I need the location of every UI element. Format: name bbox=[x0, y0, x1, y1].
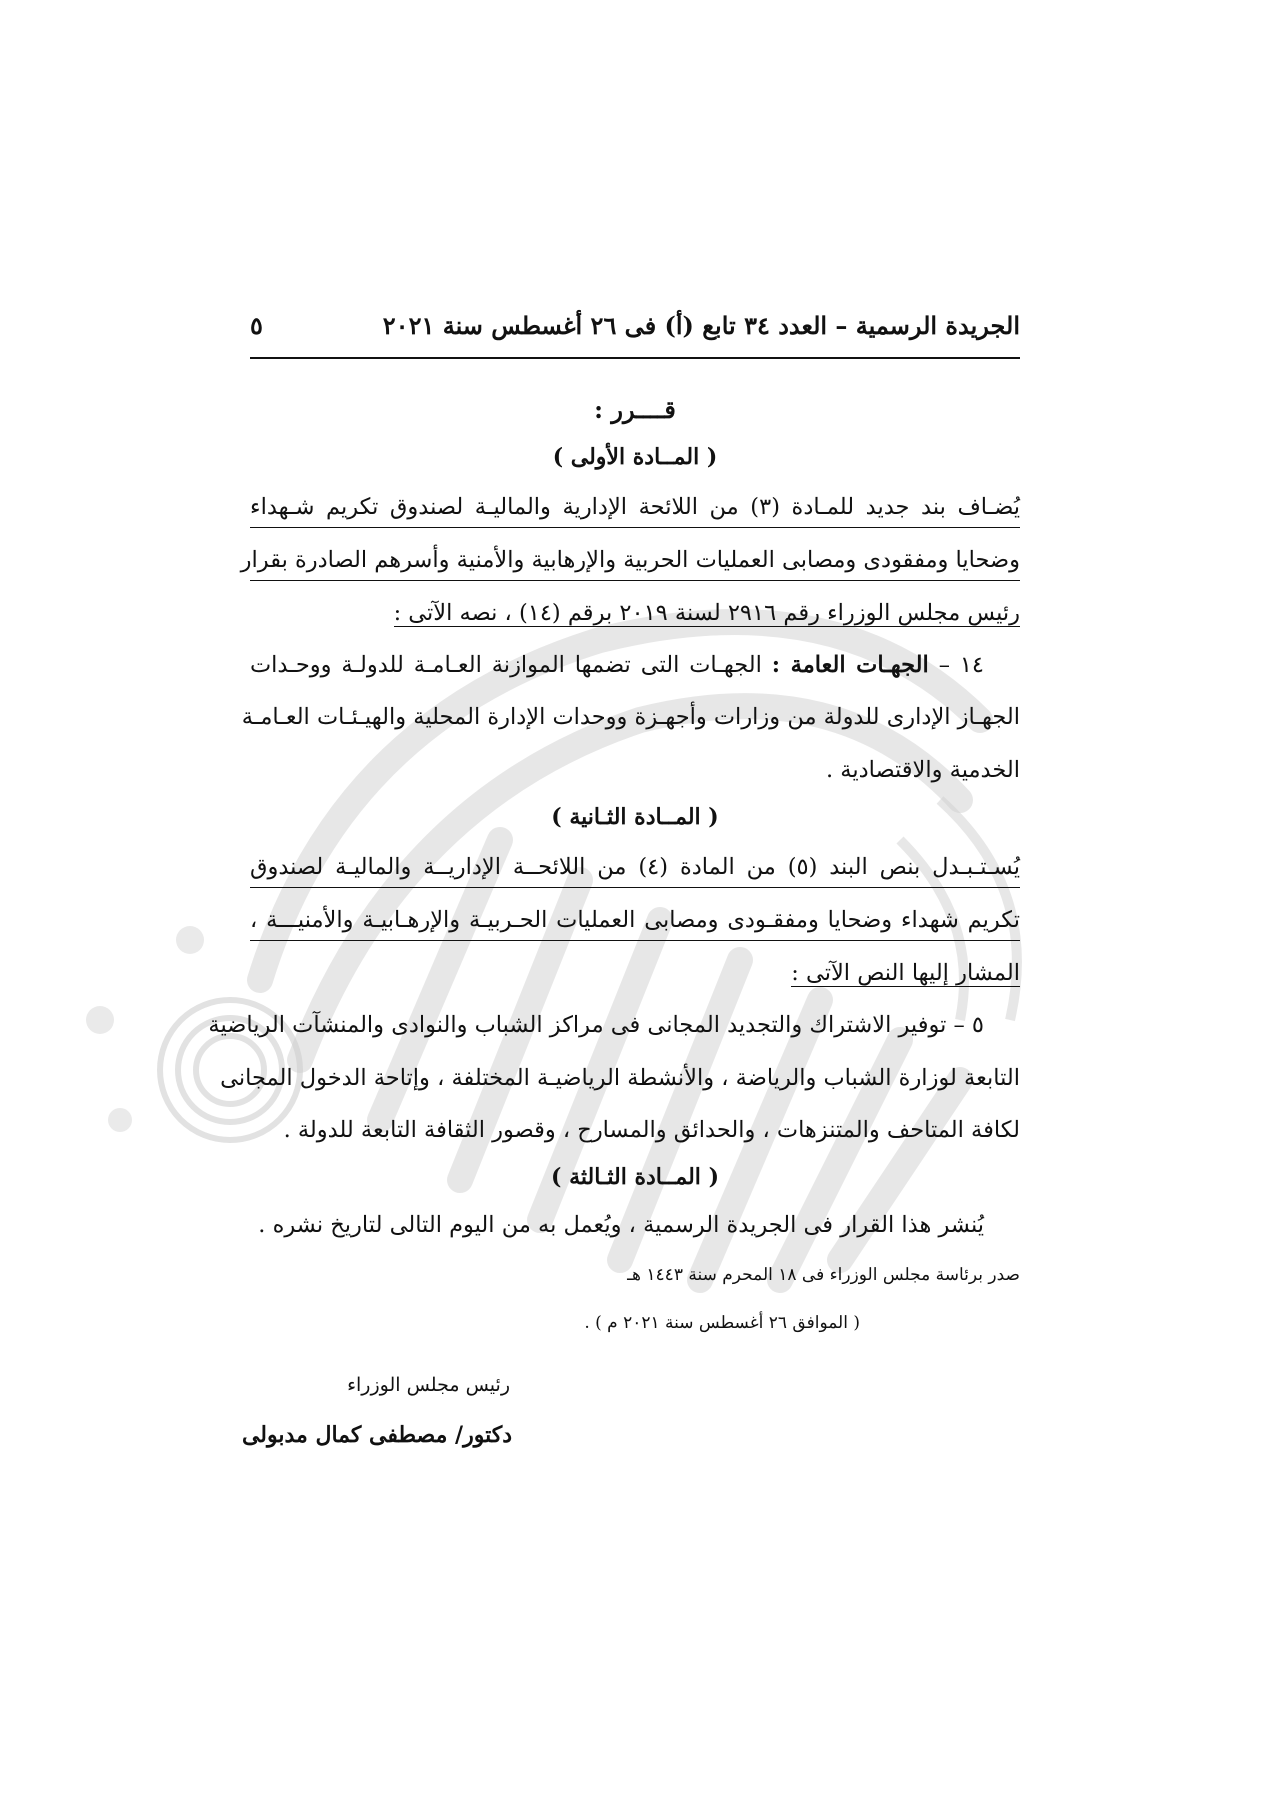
issuance-line-1: صدر برئاسة مجلس الوزراء فى ١٨ المحرم سنة ١٤٤٣ هـ bbox=[627, 1265, 1020, 1285]
clause-14-term: الجهـات العامة : bbox=[771, 652, 929, 678]
signature-role: رئيس مجلس الوزراء bbox=[347, 1374, 510, 1396]
article-1-clause-line-1 bbox=[250, 645, 1020, 685]
article-2-clause-line-1: ٥ – توفير الاشتراك والتجديد المجانى فى مراكز الشباب والنوادى والمنشآت الرياضية bbox=[208, 1012, 984, 1038]
clause-14-number: ١٤ – bbox=[938, 652, 984, 678]
article-3-heading: ( المــادة الثـالثة ) bbox=[551, 1164, 719, 1190]
page-number: ٥ bbox=[250, 310, 263, 340]
article-1-line-3-text: رئيس مجلس الوزراء رقم ٢٩١٦ لسنة ٢٠١٩ برقم (١٤) ، نصه الآتى : bbox=[393, 600, 1020, 626]
article-1-line-2: وضحايا ومفقودى ومصابى العمليات الحربية والإرهابية والأمنية وأسرهم الصادرة بقرار bbox=[250, 540, 1020, 581]
article-2-line-3-text: المشار إليها النص الآتى : bbox=[791, 960, 1020, 986]
header-title: الجريدة الرسمية – العدد ٣٤ تابع (أ) فى ٢٦ أغسطس سنة ٢٠٢١ bbox=[382, 310, 1020, 340]
issuance-line-2: ( الموافق ٢٦ أغسطس سنة ٢٠٢١ م ) . bbox=[584, 1313, 860, 1333]
signature-name: دكتور/ مصطفى كمال مدبولى bbox=[241, 1422, 512, 1448]
article-1-clause-line-3: الخدمية والاقتصادية . bbox=[825, 757, 1020, 783]
article-1-line-1: يُضـاف بند جديد للمـادة (٣) من اللائحة الإدارية والماليـة لصندوق تكريم شـهداء bbox=[250, 487, 1020, 528]
decision-title: قــــرر : bbox=[594, 395, 676, 424]
article-2-line-2: تكريم شهداء وضحايا ومفقـودى ومصابى العمليات الحـربيـة والإرهـابيـة والأمنيـــة ، bbox=[250, 900, 1020, 941]
article-1-heading: ( المــادة الأولى ) bbox=[552, 444, 718, 470]
article-1-line-3 bbox=[250, 593, 1020, 633]
article-2-heading: ( المــادة الثـانية ) bbox=[551, 804, 719, 830]
page-header bbox=[250, 302, 1020, 348]
header-rule bbox=[250, 357, 1020, 359]
article-3-line-1: يُنشر هذا القرار فى الجريدة الرسمية ، ويُعمل به من اليوم التالى لتاريخ نشره . bbox=[258, 1212, 984, 1238]
article-2-clause-line-2: التابعة لوزارة الشباب والرياضة ، والأنشطة الرياضيـة المختلفة ، وإتاحة الدخول المجانى bbox=[220, 1065, 1020, 1091]
article-2-line-1: يُسـتـبـدل بنص البند (٥) من المادة (٤) من اللائحــة الإداريــة والماليـة لصندوق bbox=[250, 847, 1020, 888]
article-2-clause-line-3: لكافة المتاحف والمتنزهات ، والحدائق والمسارح ، وقصور الثقافة التابعة للدولة . bbox=[283, 1117, 1020, 1143]
clause-14-text: الجهـات التى تضمها الموازنة العـامـة للدولـة ووحـدات bbox=[250, 652, 762, 678]
article-1-clause-line-2: الجهـاز الإدارى للدولة من وزارات وأجهـزة ووحدات الإدارة المحلية والهيـئـات العـامـة bbox=[241, 704, 1020, 730]
article-2-line-3 bbox=[250, 953, 1020, 993]
